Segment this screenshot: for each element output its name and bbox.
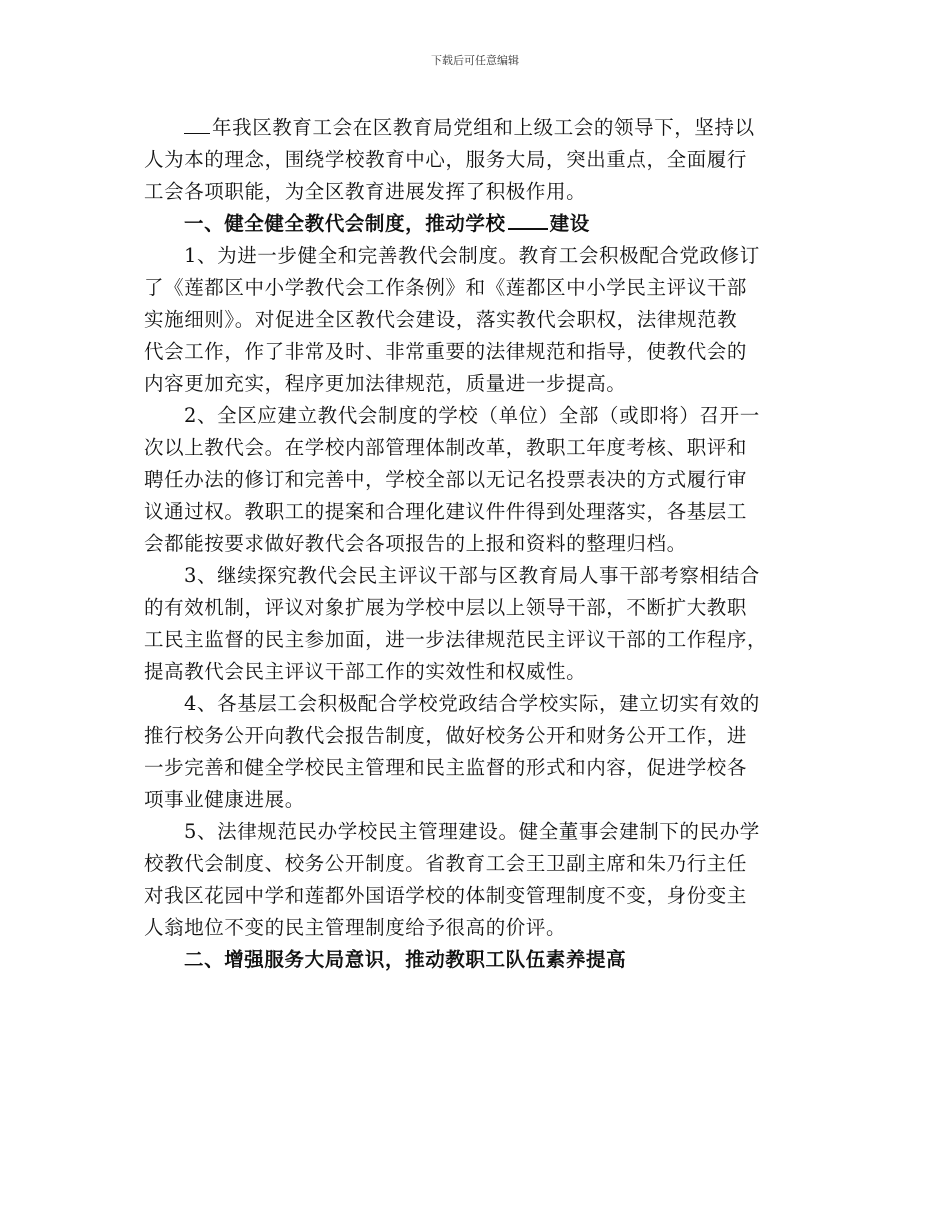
blank-underline [184, 113, 210, 134]
blank-underline [508, 208, 548, 230]
page-header-note: 下载后可任意编辑 [431, 54, 519, 67]
text-line: 5、法律规范民办学校民主管理建设。健全董事会建制下的民办学 [184, 820, 760, 843]
section-heading-1: 一、健全健全教代会制度，推动学校 建设 [144, 208, 810, 240]
text-line: 项事业健康进展。 [144, 788, 305, 811]
text-line: 次以上教代会。在学校内部管理体制改革，教职工年度考核、职评和 [144, 436, 748, 459]
text-line: 年我区教育工会在区教育局党组和上级工会的领导下，坚持以 [144, 112, 810, 144]
text-line: 议通过权。教职工的提案和合理化建议件件得到处理落实，各基层工 [144, 500, 748, 523]
text-line: 提高教代会民主评议干部工作的实效性和权威性。 [144, 660, 587, 683]
text-line: 了《莲都区中小学教代会工作条例》和《莲都区中小学民主评议干部 [144, 276, 748, 299]
text-line: 对我区花园中学和莲都外国语学校的体制变管理制度不变，身份变主 [144, 884, 748, 907]
text-line: 工会各项职能，为全区教育进展发挥了积极作用。 [144, 180, 587, 203]
text-line: 3、继续探究教代会民主评议干部与区教育局人事干部考察相结合 [184, 564, 760, 587]
text-line: 工民主监督的民主参加面，进一步法律规范民主评议干部的工作程序， [144, 628, 768, 651]
text-line: 一步完善和健全学校民主管理和民主监督的形式和内容，促进学校各 [144, 756, 748, 779]
text-line: 推行校务公开向教代会报告制度，做好校务公开和财务公开工作，进 [144, 724, 748, 747]
section-heading-2: 二、增强服务大局意识，推动教职工队伍素养提高 [184, 948, 627, 971]
text-line: 实施细则》。对促进全区教代会建设，落实教代会职权，法律规范教 [144, 308, 738, 331]
text-line: 4、各基层工会积极配合学校党政结合学校实际，建立切实有效的 [184, 692, 760, 715]
text-line: 校教代会制度、校务公开制度。省教育工会王卫副主席和朱乃行主任 [144, 852, 748, 875]
text-line: 会都能按要求做好教代会各项报告的上报和资料的整理归档。 [144, 532, 687, 555]
text-line: 聘任办法的修订和完善中，学校全部以无记名投票表决的方式履行审 [144, 468, 748, 491]
text-line: 2、全区应建立教代会制度的学校（单位）全部（或即将）召开一 [184, 404, 760, 427]
text-line: 1、为进一步健全和完善教代会制度。教育工会积极配合党政修订 [184, 244, 760, 267]
text-line: 代会工作，作了非常及时、非常重要的法律规范和指导，使教代会的 [144, 340, 748, 363]
text-line: 内容更加充实，程序更加法律规范，质量进一步提高。 [144, 372, 627, 395]
document-body [144, 112, 810, 976]
text-line: 人为本的理念，围绕学校教育中心，服务大局，突出重点，全面履行 [144, 148, 748, 171]
text-line: 人翁地位不变的民主管理制度给予很高的价评。 [144, 916, 567, 939]
text-line: 的有效机制，评议对象扩展为学校中层以上领导干部，不断扩大教职 [144, 596, 748, 619]
